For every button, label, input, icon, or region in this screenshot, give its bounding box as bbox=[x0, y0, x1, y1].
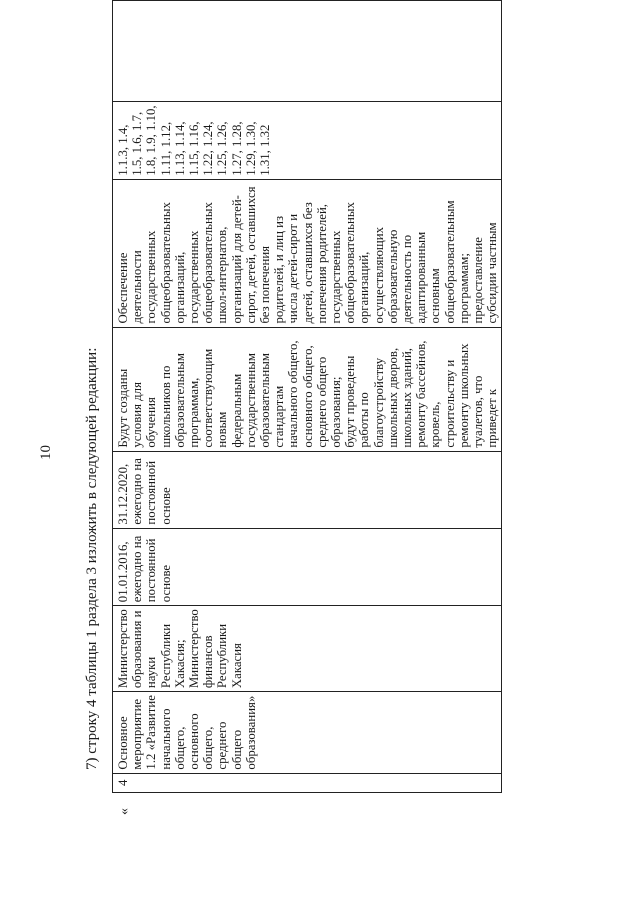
cell-line: Будут созданы bbox=[116, 368, 130, 448]
cell-line: основного bbox=[187, 713, 202, 770]
start-date-cell bbox=[113, 528, 502, 606]
cell-line: Республики bbox=[158, 623, 173, 689]
cell-line: Республики bbox=[215, 623, 230, 689]
cell-line: 31.12.2020, bbox=[116, 463, 130, 525]
cell-line: общеобразовательных bbox=[158, 202, 173, 324]
cell-line: школ-интернатов, bbox=[215, 226, 230, 324]
opening-quote: « bbox=[117, 808, 132, 815]
cell-line: будут проведены bbox=[343, 355, 358, 448]
cell-line: родителей, и лиц из bbox=[272, 215, 287, 324]
cell-line: ежегодно на bbox=[130, 535, 145, 603]
cell-line: образовательным bbox=[172, 353, 187, 448]
cell-line: образовательным bbox=[258, 353, 273, 448]
cell-line: 1.2 «Развитие bbox=[144, 695, 159, 770]
cell-line: 1.15, 1.16, bbox=[187, 121, 202, 176]
cell-line: соответствующим bbox=[201, 348, 216, 448]
cell-line: Основное bbox=[116, 716, 130, 770]
cell-line: ремонту школьных bbox=[456, 343, 471, 448]
cell-line: субсидии частным bbox=[485, 222, 500, 324]
directions-cell bbox=[113, 179, 502, 327]
cell-line: 1.11, 1.12, bbox=[158, 121, 173, 176]
cell-line: 1.5, 1.6, 1.7, bbox=[130, 111, 145, 176]
table-row bbox=[113, 1, 502, 793]
cell-line: основе bbox=[158, 487, 173, 525]
cell-line: общего, bbox=[201, 726, 216, 770]
cell-line: государственных bbox=[187, 230, 202, 324]
cell-line: работы по bbox=[357, 392, 372, 448]
expected-result-cell bbox=[113, 327, 502, 451]
cell-line: благоустройству bbox=[371, 357, 386, 448]
cell-line: попечения родителей, bbox=[314, 204, 329, 324]
cell-line: образовательную bbox=[385, 229, 400, 324]
cell-line: основного общего, bbox=[300, 345, 315, 448]
intro-text: 7) строку 4 таблицы 1 раздела 3 изложить в следующей редакции: bbox=[84, 347, 100, 770]
cell-line: 1.13, 1.14, bbox=[172, 121, 187, 176]
row-number-cell: 4 bbox=[113, 773, 502, 792]
cell-line: деятельность по bbox=[400, 234, 415, 324]
cell-line: организаций, bbox=[357, 251, 372, 324]
page-number: 10 bbox=[38, 445, 54, 460]
cell-line: кровель, bbox=[428, 401, 443, 448]
cell-line: организаций, bbox=[172, 251, 187, 324]
cell-line: программам; bbox=[456, 253, 471, 324]
cell-line: основным bbox=[428, 268, 443, 324]
cell-line: общеобразовательных bbox=[343, 202, 358, 324]
cell-line: общего bbox=[229, 729, 244, 770]
cell-line: государственных bbox=[144, 230, 159, 324]
cell-line: среднего bbox=[215, 721, 230, 770]
cell-line: постоянной bbox=[144, 460, 159, 525]
cell-line: 1.22, 1.24, bbox=[201, 121, 216, 176]
cell-line: стандартам bbox=[272, 385, 287, 448]
cell-line: туалетов, что bbox=[471, 375, 486, 448]
cell-line: детей, оставшихся без bbox=[300, 202, 315, 324]
cell-line: ежегодно на bbox=[130, 458, 145, 525]
cell-line: обучения bbox=[144, 397, 159, 448]
cell-line: финансов bbox=[201, 635, 216, 689]
cell-line: постоянной bbox=[144, 538, 159, 603]
cell-line: федеральным bbox=[229, 373, 244, 448]
cell-line: программам, bbox=[187, 377, 202, 448]
cell-line: 1.1.3, 1.4, bbox=[116, 124, 130, 176]
cell-line: начального bbox=[158, 708, 173, 770]
cell-line: основе bbox=[158, 564, 173, 603]
empty-cell bbox=[113, 1, 502, 102]
cell-line: условия для bbox=[130, 382, 145, 448]
cell-line: государственных bbox=[329, 230, 344, 324]
cell-line: ремонту бассейнов, bbox=[414, 340, 429, 448]
cell-line: строительству и bbox=[442, 359, 457, 448]
end-date-cell bbox=[113, 451, 502, 528]
cell-line: общеобразовательных bbox=[201, 202, 216, 324]
cell-line: науки bbox=[144, 656, 159, 689]
cell-line: Хакасия; bbox=[172, 639, 187, 689]
cell-line: среднего общего bbox=[314, 356, 329, 448]
cell-line: 1.27, 1.28, bbox=[229, 121, 244, 176]
cell-line: 1.8, 1.9, 1.10, bbox=[144, 105, 159, 176]
cell-line: приведет к bbox=[485, 388, 500, 448]
cell-line: 01.01.2016, bbox=[116, 541, 130, 603]
cell-line: предоставление bbox=[471, 237, 486, 324]
cell-line: образования и bbox=[130, 610, 145, 689]
cell-line: новым bbox=[215, 411, 230, 448]
cell-line: школьников по bbox=[158, 365, 173, 448]
cell-line: Министерство bbox=[187, 609, 202, 689]
cell-line: Обеспечение bbox=[116, 252, 130, 324]
cell-line: школьных зданий, bbox=[400, 347, 415, 448]
measure-name-cell bbox=[113, 692, 502, 773]
cell-line: без попечения bbox=[258, 245, 273, 324]
cell-line: Хакасия bbox=[229, 643, 244, 689]
cell-line: образования; bbox=[329, 376, 344, 448]
cell-line: осуществляющих bbox=[371, 226, 386, 324]
cell-line: 1.31, 1.32 bbox=[258, 124, 273, 176]
cell-line: общего, bbox=[172, 726, 187, 770]
cell-line: организаций для детей- bbox=[229, 195, 244, 324]
cell-line: начального общего, bbox=[286, 340, 301, 448]
cell-line: числа детей-сирот и bbox=[286, 213, 301, 324]
executors-cell bbox=[113, 606, 502, 692]
cell-line: сирот, детей, оставшихся bbox=[243, 186, 258, 324]
cell-line: деятельности bbox=[130, 250, 145, 324]
cell-line: государственным bbox=[243, 353, 258, 448]
cell-line: 1.25, 1.26, bbox=[215, 121, 230, 176]
cell-line: мероприятие bbox=[130, 698, 145, 770]
indicators-cell bbox=[113, 102, 502, 179]
cell-line: общеобразовательным bbox=[442, 200, 457, 324]
cell-line: 1.29, 1.30, bbox=[243, 121, 258, 176]
cell-line: Министерство bbox=[116, 609, 130, 689]
program-table bbox=[112, 0, 502, 793]
cell-line: образования» bbox=[243, 695, 258, 770]
cell-line: школьных дворов, bbox=[385, 347, 400, 448]
cell-line: адаптированным bbox=[414, 231, 429, 324]
